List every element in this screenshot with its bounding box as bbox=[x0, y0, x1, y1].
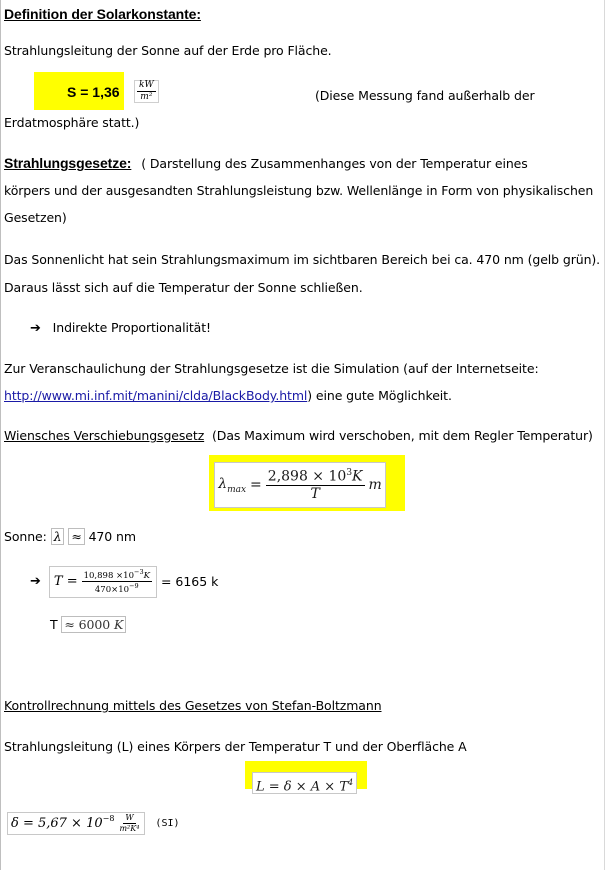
temperature-calc-line bbox=[30, 566, 218, 598]
measurement-note-a: (Diese Messung fand außerhalb der bbox=[315, 88, 535, 103]
laws-heading: Strahlungsgesetze: bbox=[4, 155, 132, 171]
indirect-text: Indirekte Proportionalität! bbox=[52, 320, 211, 335]
temperature-calc-box bbox=[49, 566, 157, 598]
wien-line bbox=[4, 428, 593, 444]
laws-line-a bbox=[4, 155, 528, 172]
calc-fraction bbox=[82, 569, 152, 595]
temperature-approx-line bbox=[50, 617, 126, 633]
radiation-line: Strahlungsleitung (L) eines Körpers der Temperatur T und der Oberfläche A bbox=[4, 739, 467, 754]
approx-t-label: T bbox=[50, 617, 58, 632]
wien-note: (Das Maximum wird verschoben, mit dem Regler Temperatur) bbox=[212, 428, 593, 443]
blackbody-simulation-link[interactable]: http://www.mi.inf.mit/manini/clda/BlackBody.html bbox=[4, 388, 308, 403]
sun-approx: ≈ bbox=[68, 528, 84, 545]
laws-text-c: Gesetzen) bbox=[4, 210, 67, 225]
calc-lhs: T = bbox=[53, 574, 78, 590]
delta-unit-den: m²K⁴ bbox=[119, 824, 140, 833]
laws-text-b: körpers und der ausgesandten Strahlungsleistung bzw. Wellenlänge in Form von physikalischen bbox=[4, 183, 594, 198]
sunlight-line-a: Das Sonnenlicht hat sein Strahlungsmaximum im sichtbaren Bereich bei ca. 470 nm (gelb grün). bbox=[4, 252, 601, 267]
delta-box bbox=[7, 812, 145, 835]
wien-unit: m bbox=[368, 477, 382, 493]
sunlight-line-b: Daraus lässt sich auf die Temperatur der Sonne schließen. bbox=[4, 280, 363, 295]
solar-unit-den: m² bbox=[140, 92, 153, 102]
sun-value: 470 nm bbox=[88, 529, 136, 544]
sun-lambda: λ bbox=[51, 528, 65, 545]
solar-constant-label: S = 1,36 bbox=[67, 84, 120, 100]
stefan-text: L = δ × A × T bbox=[256, 779, 348, 795]
arrow-right-icon: ➔ bbox=[30, 321, 41, 336]
laws-text-a: ( Darstellung des Zusammenhanges von der Temperatur eines bbox=[141, 156, 528, 171]
wien-equals: = bbox=[250, 477, 262, 493]
solar-constant-unit bbox=[134, 80, 159, 103]
page-left-edge bbox=[0, 0, 1, 870]
delta-unit bbox=[117, 814, 141, 833]
sun-label: Sonne: bbox=[4, 529, 47, 544]
delta-unit-num: W bbox=[125, 813, 134, 822]
calc-denominator: $470\times 10^{-9}$ bbox=[94, 582, 139, 596]
wien-denominator: T bbox=[310, 485, 320, 502]
control-calculation-heading: Kontrollrechnung mittels des Gesetzes von Stefan-Boltzmann bbox=[4, 698, 382, 713]
wien-fraction bbox=[266, 469, 365, 501]
simulation-line-b-rest: ) eine gute Möglichkeit. bbox=[307, 388, 452, 403]
delta-line bbox=[7, 812, 180, 835]
measurement-note-b: Erdatmosphäre statt.) bbox=[4, 115, 140, 130]
wien-title: Wiensches Verschiebungsgesetz bbox=[4, 428, 205, 443]
stefan-formula bbox=[252, 772, 357, 794]
wien-formula bbox=[214, 462, 386, 508]
calc-numerator: $10,898 \times 10^{-3}K$ bbox=[83, 568, 150, 581]
stefan-exp: 4 bbox=[348, 778, 354, 787]
wien-lambda: $\lambda_{max}$ bbox=[218, 475, 247, 495]
indirect-line bbox=[30, 320, 211, 337]
delta-lhs: δ = 5,67 × 10 bbox=[11, 816, 103, 831]
arrow-right-icon: ➔ bbox=[30, 574, 41, 590]
calc-result: = 6165 k bbox=[160, 574, 219, 590]
si-label: (SI) bbox=[155, 818, 180, 829]
approx-t-box: ≈ 6000 K bbox=[61, 616, 126, 633]
wien-numerator: $2,898 \times 10^3K$ bbox=[267, 468, 363, 485]
delta-exp: −8 bbox=[102, 814, 115, 823]
solar-unit-num: kW bbox=[139, 80, 154, 90]
simulation-line-b bbox=[4, 388, 452, 404]
solar-constant-value bbox=[67, 84, 120, 100]
heading-solar-constant: Definition der Solarkonstante: bbox=[4, 6, 201, 22]
definition-line: Strahlungsleitung der Sonne auf der Erde pro Fläche. bbox=[4, 43, 332, 58]
simulation-line-a: Zur Veranschaulichung der Strahlungsgesetze ist die Simulation (auf der Internetseite: bbox=[4, 361, 539, 376]
sun-wavelength-line bbox=[4, 529, 136, 545]
